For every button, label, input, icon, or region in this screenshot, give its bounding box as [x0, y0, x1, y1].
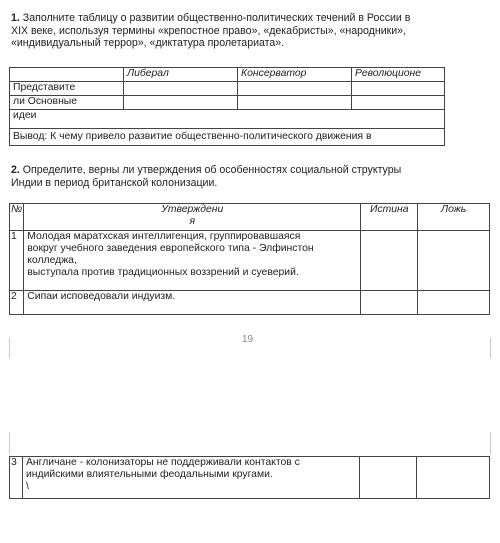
row-ideas-continuation: идеи	[10, 110, 445, 129]
task1-text	[11, 12, 491, 50]
task2-line-1: 2. Определите, верны ли утверждения об особенностях социальной структуры	[11, 164, 402, 176]
statements-table	[9, 203, 490, 315]
row-representatives-label: Представите	[10, 82, 124, 96]
cell-ideas-revolutionary[interactable]	[352, 96, 445, 110]
header-number: №	[10, 204, 24, 231]
page-edge-mark-right	[490, 338, 491, 358]
row-ideas-label: ли Основные	[10, 96, 124, 110]
header-statement: Утверждени я	[24, 204, 361, 231]
row-2-false-cell[interactable]	[418, 291, 490, 315]
header-true: Истина	[361, 204, 418, 231]
header-revolutionary: Революционе	[352, 68, 445, 82]
task1-line-2: XIX веке, используя термины «крепостное право», «декабристы», «народники»,	[11, 24, 407, 37]
cell-ideas-conservative[interactable]	[238, 96, 352, 110]
task2-text	[11, 164, 491, 189]
row-2-number: 2	[10, 291, 24, 315]
header-liberal: Либерал	[124, 68, 238, 82]
header-conservative: Консерватор	[238, 68, 352, 82]
page2-edge-mark-left	[9, 432, 10, 454]
cell-representatives-revolutionary[interactable]	[352, 82, 445, 96]
header-false: Ложь	[418, 204, 490, 231]
row-2-true-cell[interactable]	[361, 291, 418, 315]
currents-table	[9, 67, 445, 146]
row-1-number: 1	[10, 231, 24, 291]
row-1-false-cell[interactable]	[418, 231, 490, 291]
statements-table-continued	[9, 456, 490, 499]
row-1-statement: Молодая маратхская интеллигенция, группировавшаяся вокруг учебного заведения европейского типа - Элфинстон колледжа, выступала против традиционных воззрений и суеверий.	[24, 231, 361, 291]
row-3-statement: Англичане - колонизаторы не поддерживали контактов с индийскими влиятельными феодальными кругами. \	[23, 457, 360, 499]
row-3-false-cell[interactable]	[417, 457, 490, 499]
page-number: 19	[242, 334, 254, 345]
cell-ideas-liberal[interactable]	[124, 96, 238, 110]
row-2-statement: Сипаи исповедовали индуизм.	[24, 291, 361, 315]
empty-corner-cell	[10, 68, 124, 82]
row-3-true-cell[interactable]	[360, 457, 417, 499]
row-1-true-cell[interactable]	[361, 231, 418, 291]
task2-number: 2.	[11, 164, 20, 176]
cell-representatives-liberal[interactable]	[124, 82, 238, 96]
cell-representatives-conservative[interactable]	[238, 82, 352, 96]
task2-line-2: Индии в период британской колонизации.	[11, 176, 218, 189]
page2-edge-mark-right	[490, 432, 491, 454]
conclusion-row: Вывод: К чему привело развитие общественно-политического движения в	[10, 129, 445, 146]
page-edge-mark-left	[9, 338, 10, 358]
row-3-number: 3	[10, 457, 23, 499]
task1-line-3: «индивидуальный террор», «диктатура пролетариата».	[11, 37, 285, 50]
task1-line-1: 1. Заполните таблицу о развитии общественно-политических течений в России в	[11, 12, 411, 24]
task1-number: 1.	[11, 12, 20, 24]
